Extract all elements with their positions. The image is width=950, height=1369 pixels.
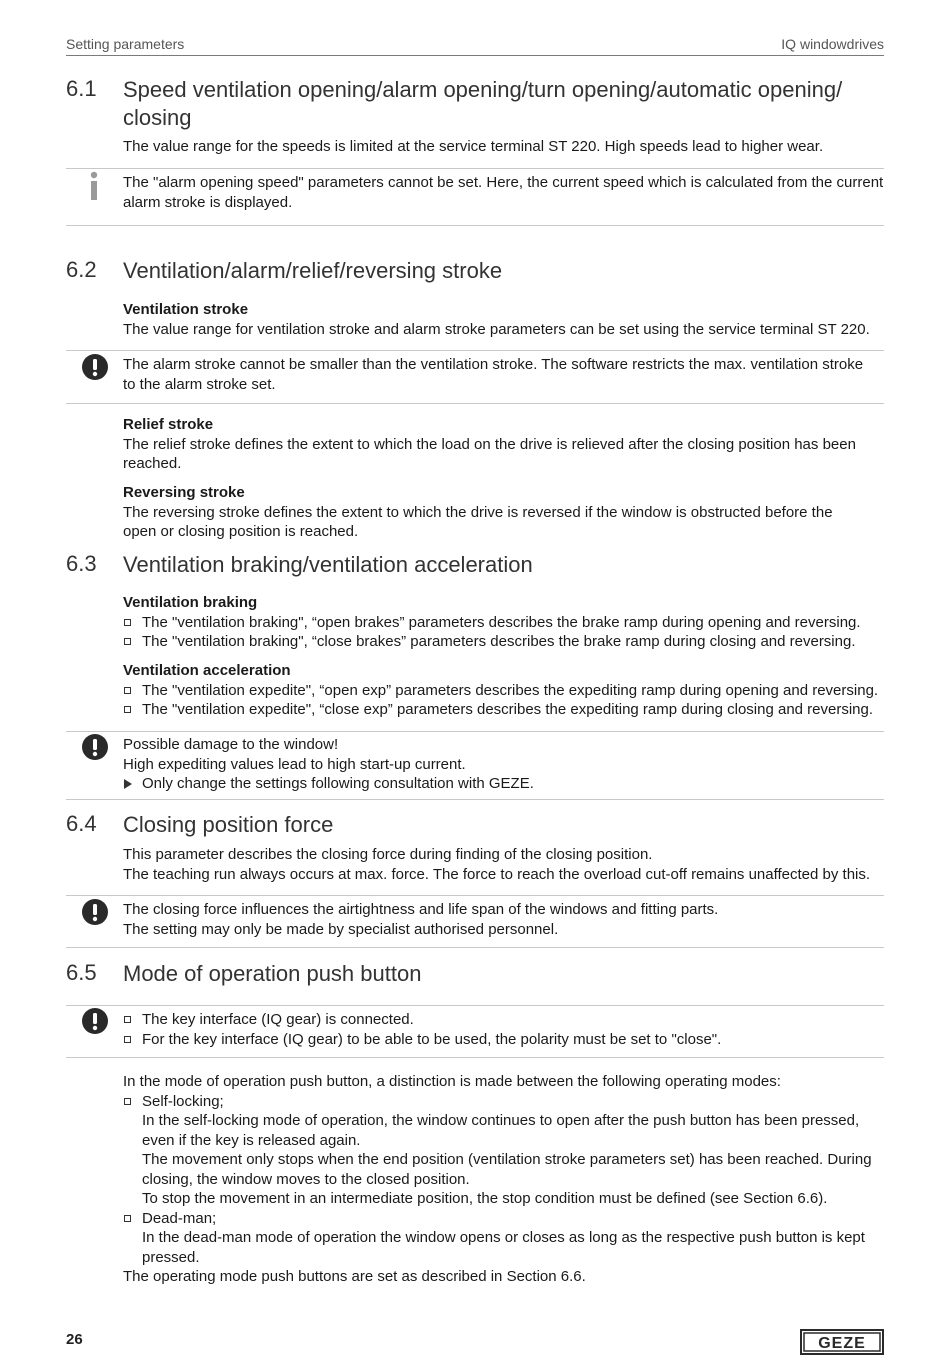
section-6-3-title: Ventilation braking/ventilation acceleration bbox=[123, 552, 533, 577]
ventilation-acceleration-heading: Ventilation acceleration bbox=[123, 662, 291, 679]
section-6-2-number: 6.2 bbox=[66, 257, 97, 282]
warning-rule-top bbox=[66, 895, 884, 896]
header-rule bbox=[66, 55, 884, 56]
warning-icon bbox=[82, 354, 108, 380]
mode-self-locking: Self-locking; bbox=[123, 1092, 885, 1112]
warning-rule-bottom bbox=[66, 1057, 884, 1058]
ventilation-braking-block bbox=[123, 593, 885, 652]
warning-icon bbox=[82, 734, 108, 760]
section-6-1-title-line-2: closing bbox=[123, 105, 192, 130]
warning-rule-top bbox=[66, 1005, 884, 1006]
section-6-1-title bbox=[123, 76, 883, 132]
reversing-stroke-heading: Reversing stroke bbox=[123, 484, 245, 501]
section-6-3-warning bbox=[123, 735, 885, 794]
mode-description-line: pressed. bbox=[142, 1248, 200, 1266]
mode-description-line: closing, the window moves to the closed position. bbox=[142, 1170, 470, 1188]
running-header-left: Setting parameters bbox=[66, 36, 185, 52]
relief-stroke-block bbox=[123, 415, 885, 474]
section-6-2-warning bbox=[123, 355, 885, 394]
section-6-5-number: 6.5 bbox=[66, 960, 97, 985]
warning-rule-bottom bbox=[66, 947, 884, 948]
reversing-stroke-block bbox=[123, 483, 885, 542]
warning-rule-bottom bbox=[66, 799, 884, 800]
ventilation-braking-heading: Ventilation braking bbox=[123, 594, 258, 611]
list-item: The "ventilation braking", “open brakes” parameters describes the brake ramp during opening and reversing. bbox=[123, 613, 885, 633]
note-line: The "alarm opening speed" parameters cannot be set. Here, the current speed which is calculated from the current bbox=[123, 174, 884, 191]
warning-icon bbox=[82, 899, 108, 925]
section-6-1-title-line-1: Speed ventilation opening/alarm opening/turn opening/automatic opening/ bbox=[123, 77, 843, 102]
mode-description-line: In the self-locking mode of operation, the window continues to open after the push button has been pressed, bbox=[142, 1112, 860, 1129]
warning-line: The alarm stroke cannot be smaller than the ventilation stroke. The software restricts the max. ventilation stroke bbox=[123, 356, 864, 373]
section-6-1-intro: The value range for the speeds is limited at the service terminal ST 220. High speeds lead to higher wear. bbox=[123, 138, 824, 155]
warning-rule-top bbox=[66, 350, 884, 351]
mode-dead-man: Dead-man; bbox=[123, 1209, 885, 1229]
section-6-4-warning bbox=[123, 900, 885, 939]
note-rule-top bbox=[66, 168, 884, 169]
mode-description-line: In the dead-man mode of operation the window opens or closes as long as the respective push button is kept bbox=[142, 1229, 865, 1246]
section-6-4-body bbox=[123, 845, 885, 884]
ventilation-acceleration-block bbox=[123, 661, 885, 720]
warning-line: Possible damage to the window! bbox=[123, 736, 339, 753]
action-item: Only change the settings following consultation with GEZE. bbox=[123, 774, 885, 794]
section-6-5-warning bbox=[123, 1010, 885, 1049]
body-line: This parameter describes the closing force during finding of the closing position. bbox=[123, 846, 653, 863]
section-6-4-title: Closing position force bbox=[123, 812, 334, 837]
mode-description-line: even if the key is released again. bbox=[142, 1131, 361, 1149]
warning-rule-bottom bbox=[66, 403, 884, 404]
mode-description-line: The movement only stops when the end position (ventilation stroke parameters set) has been reached. During bbox=[142, 1151, 872, 1168]
running-header-right: IQ windowdrives bbox=[781, 36, 884, 52]
ventilation-stroke-heading: Ventilation stroke bbox=[123, 301, 249, 318]
section-6-5-title: Mode of operation push button bbox=[123, 961, 422, 986]
warning-rule-top bbox=[66, 731, 884, 732]
reversing-stroke-text: The reversing stroke defines the extent to which the drive is reversed if the window is obstructed before the bbox=[123, 503, 833, 521]
section-6-4-number: 6.4 bbox=[66, 811, 97, 836]
body-line: The operating mode push buttons are set as described in Section 6.6. bbox=[123, 1268, 586, 1285]
warning-line: The closing force influences the airtightness and life span of the windows and fitting parts. bbox=[123, 901, 719, 918]
section-6-2-title: Ventilation/alarm/relief/reversing stroke bbox=[123, 258, 503, 283]
list-item: The "ventilation expedite", “open exp” parameters describes the expediting ramp during opening and reversing. bbox=[123, 681, 885, 701]
body-line: In the mode of operation push button, a distinction is made between the following operating modes: bbox=[123, 1073, 781, 1090]
relief-stroke-text: reached. bbox=[123, 455, 182, 472]
body-line: The teaching run always occurs at max. force. The force to reach the overload cut-off remains unaffected by this. bbox=[123, 865, 871, 883]
note-rule-bottom bbox=[66, 225, 884, 226]
page-number: 26 bbox=[66, 1331, 83, 1348]
list-item: The key interface (IQ gear) is connected. bbox=[123, 1010, 885, 1030]
list-item: For the key interface (IQ gear) to be able to be used, the polarity must be set to "close". bbox=[123, 1030, 885, 1050]
ventilation-stroke-text: The value range for ventilation stroke and alarm stroke parameters can be set using the service terminal ST 220. bbox=[123, 320, 870, 338]
section-6-1-note bbox=[123, 173, 885, 212]
section-6-5-body bbox=[123, 1072, 885, 1287]
logo-text: GEZE bbox=[818, 1335, 866, 1352]
list-item: The "ventilation braking", “close brakes” parameters describes the brake ramp during closing and reversing. bbox=[123, 632, 885, 652]
list-item: The "ventilation expedite", “close exp” parameters describes the expediting ramp during closing and reversing. bbox=[123, 700, 885, 720]
relief-stroke-heading: Relief stroke bbox=[123, 416, 214, 433]
info-icon bbox=[85, 171, 103, 201]
geze-logo bbox=[800, 1329, 884, 1355]
warning-line: The setting may only be made by specialist authorised personnel. bbox=[123, 920, 559, 938]
section-6-3-number: 6.3 bbox=[66, 551, 97, 576]
reversing-stroke-text: open or closing position is reached. bbox=[123, 523, 359, 540]
warning-icon bbox=[82, 1008, 108, 1034]
note-line: alarm stroke is displayed. bbox=[123, 193, 293, 211]
ventilation-stroke-block bbox=[123, 300, 885, 339]
relief-stroke-text: The relief stroke defines the extent to which the load on the drive is relieved after the closing position has been bbox=[123, 435, 856, 453]
section-6-1-number: 6.1 bbox=[66, 76, 97, 101]
warning-line: High expediting values lead to high start-up current. bbox=[123, 755, 466, 773]
mode-description-line: To stop the movement in an intermediate position, the stop condition must be defined (see Section 6.6). bbox=[142, 1190, 828, 1207]
warning-line: to the alarm stroke set. bbox=[123, 375, 276, 393]
